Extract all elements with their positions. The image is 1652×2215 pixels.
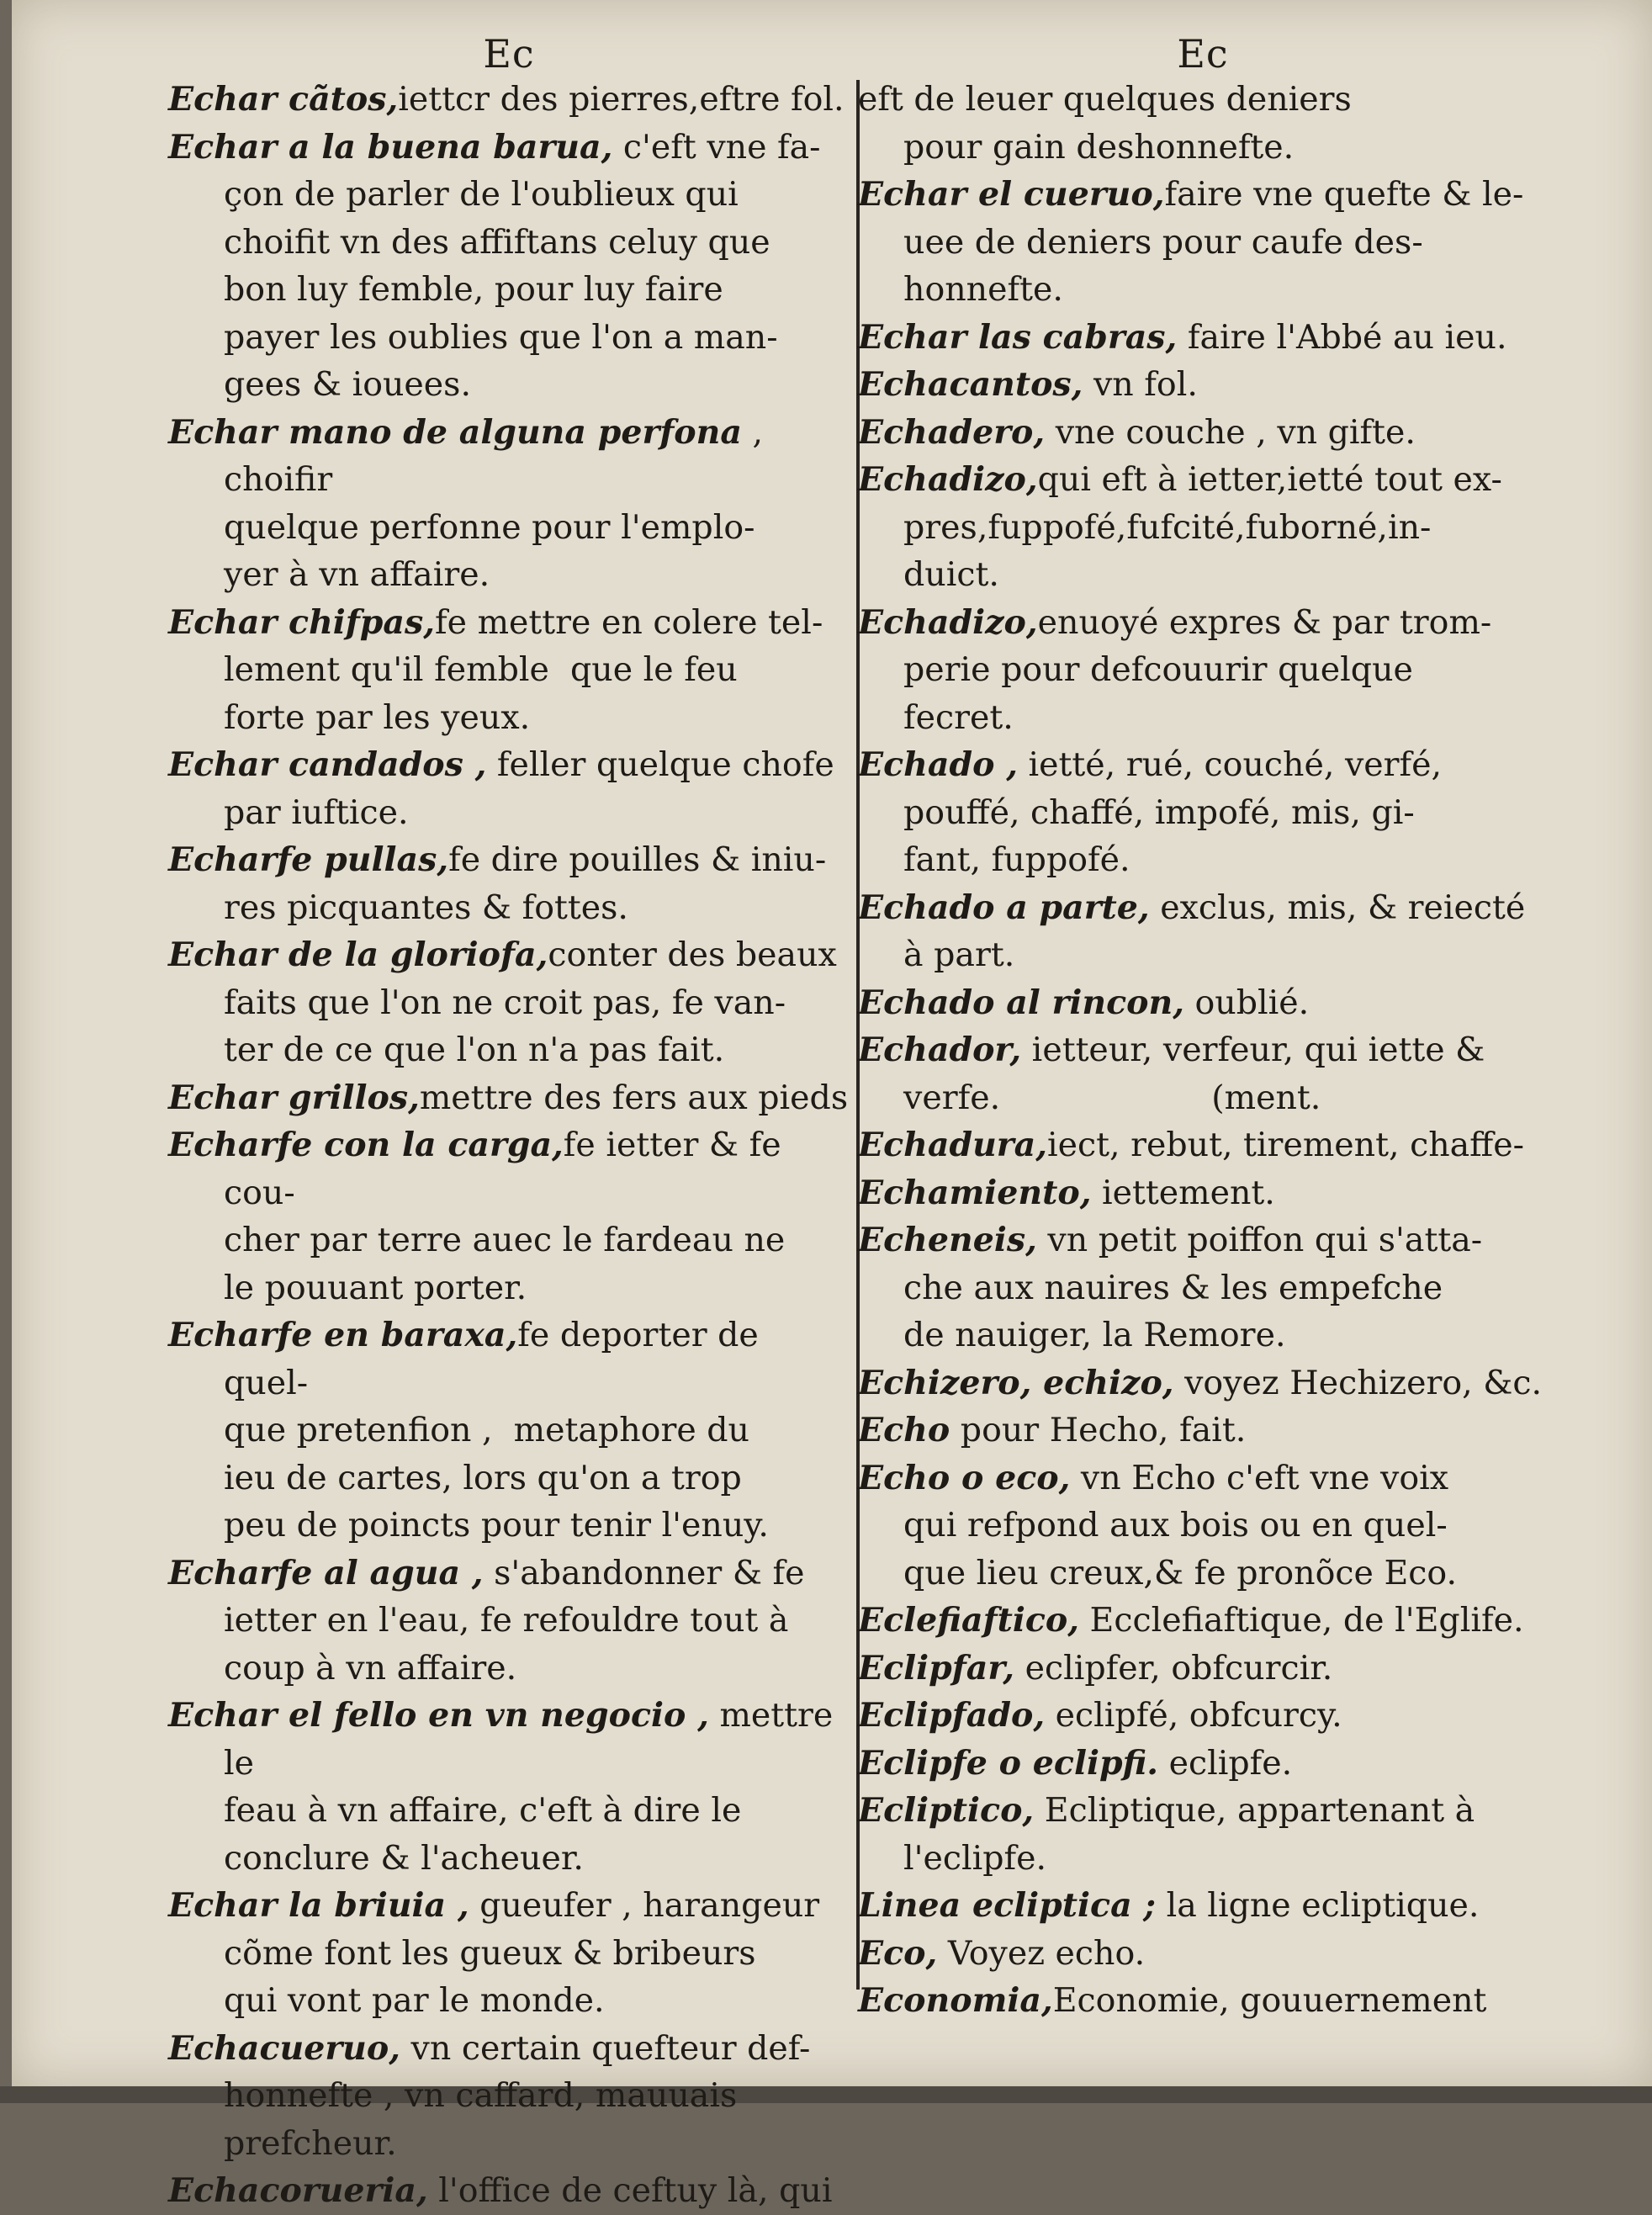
- entry-definition-line: honnefte , vn caffard, mauuais: [224, 2076, 738, 2115]
- entry-headword: Echar de la gloriofa,: [168, 935, 548, 974]
- entry-definition-line: fecret.: [903, 697, 1014, 737]
- entry-definition-line: fant, fuppofé.: [903, 840, 1130, 879]
- entry-headword: Echar el cueruo,: [858, 175, 1165, 214]
- entry-headword: Echacantos,: [858, 365, 1083, 404]
- dictionary-entry: [858, 1026, 1548, 1121]
- dictionary-entry: [858, 979, 1548, 1027]
- dictionary-entry: [858, 1216, 1548, 1359]
- dictionary-entry: [168, 599, 850, 742]
- entry-headword: Echar a la buena barua,: [168, 127, 613, 167]
- entry-definition-line: conclure & l'acheuer.: [224, 1838, 584, 1878]
- entry-headword: Echeneis,: [858, 1221, 1037, 1259]
- entry-headword: Echar la briuia ,: [168, 1886, 469, 1925]
- dictionary-entry: [168, 1550, 850, 1693]
- entry-headword: Linea ecliptica ;: [858, 1886, 1157, 1925]
- entry-definition-line: vn Echo c'eft vne voix: [1070, 1458, 1449, 1497]
- entry-definition-line: enuoyé expres & par trom-: [1037, 602, 1492, 642]
- entry-definition-line: ietter en l'eau, fe refouldre tout à: [224, 1601, 789, 1640]
- entry-definition-line: feller quelque chofe: [486, 745, 834, 784]
- entry-headword: Echarfe en baraxa,: [168, 1316, 518, 1354]
- dictionary-entry: [168, 1074, 850, 1122]
- entry-definition-line: feau à vn affaire, c'eft à dire le: [224, 1791, 742, 1830]
- entry-headword: Echadizo,: [858, 602, 1038, 642]
- dictionary-entry: [858, 741, 1548, 884]
- entry-definition-line: peu de poincts pour tenir l'enuy.: [224, 1506, 769, 1545]
- entry-definition-line: oublié.: [1183, 983, 1310, 1022]
- dictionary-entry: [858, 171, 1548, 314]
- entry-definition-line: ieu de cartes, lors qu'on a trop: [224, 1458, 742, 1497]
- entry-headword: Echar las cabras,: [858, 317, 1178, 357]
- entry-headword: Echar candados ,: [168, 745, 487, 784]
- entry-definition-line: que pretenfion , metaphore du: [224, 1411, 749, 1449]
- entry-definition-line: iettcr des pierres,eftre fol.: [398, 80, 845, 119]
- entry-definition-line: lement qu'il femble que le feu: [224, 650, 738, 689]
- entry-headword: Echado al rincon,: [858, 983, 1184, 1022]
- entry-headword: Echo o eco,: [858, 1458, 1071, 1497]
- left-column: [168, 32, 850, 2215]
- entry-headword: Echar cãtos,: [168, 80, 399, 119]
- entry-definition-line: Voyez echo.: [937, 1933, 1146, 1973]
- entry-headword: Echadero,: [858, 412, 1046, 452]
- entry-definition-line: fe dire pouilles & iniu-: [448, 840, 827, 879]
- entry-definition-line: che aux nauires & les empefche: [903, 1268, 1443, 1307]
- entry-headword: Eclipfar,: [858, 1648, 1015, 1688]
- entry-headword: Eclipfe o eclipfi.: [858, 1743, 1159, 1783]
- entry-headword: Echado a parte,: [858, 888, 1150, 927]
- entry-definition-line: la ligne ecliptique.: [1156, 1886, 1480, 1925]
- entry-definition-line: Ecclefiaftique, de l'Eglife.: [1079, 1601, 1524, 1640]
- entry-definition-line: choifit vn des affiftans celuy que: [224, 222, 770, 262]
- entry-definition-line: ter de ce que l'on n'a pas fait.: [224, 1031, 725, 1069]
- dictionary-entry: [858, 1787, 1548, 1882]
- entry-definition-line: vn petit poiffon qui s'atta-: [1036, 1221, 1483, 1259]
- right-running-header: Ec: [1177, 31, 1229, 77]
- dictionary-entry: [858, 1645, 1548, 1693]
- entry-definition-line: faire vne quefte & le-: [1164, 175, 1524, 214]
- dictionary-entry: [858, 456, 1548, 599]
- dictionary-entry: [858, 409, 1548, 457]
- dictionary-entry: [858, 884, 1548, 979]
- dictionary-entry: [168, 931, 850, 1074]
- entry-definition-line: pour gain deshonnefte.: [903, 127, 1295, 167]
- entry-definition-line: pour Hecho, fait.: [950, 1411, 1247, 1449]
- dictionary-entry: [858, 1882, 1548, 1930]
- entry-definition-line: coup à vn affaire.: [224, 1648, 517, 1688]
- entry-definition-line: eclipfe.: [1158, 1743, 1293, 1783]
- dictionary-entry: [858, 1455, 1548, 1598]
- entry-headword: Echarfe al agua ,: [168, 1553, 484, 1592]
- entry-headword: Echarfe pullas,: [168, 840, 449, 879]
- left-running-header: Ec: [483, 31, 535, 77]
- entry-definition-line: iect, rebut, tirement, chaffe-: [1046, 1126, 1524, 1164]
- right-column: [858, 32, 1548, 2025]
- entry-definition-line: à part.: [903, 935, 1015, 974]
- entry-definition-line: , choifir: [224, 412, 774, 499]
- entry-definition-line: cher par terre auec le fardeau ne: [224, 1221, 786, 1259]
- dictionary-entry: [858, 76, 1548, 171]
- entry-definition-line: s'abandonner & fe: [483, 1553, 805, 1592]
- entry-definition-line: pouffé, chaffé, impofé, mis, gi-: [903, 792, 1415, 832]
- entry-definition-line: voyez Hechizero, &c.: [1173, 1363, 1543, 1402]
- dictionary-entry: [168, 2025, 850, 2168]
- entry-headword: Echador,: [858, 1031, 1022, 1069]
- dictionary-entry: [168, 124, 850, 409]
- entry-definition-line: gueufer , harangeur: [469, 1886, 820, 1925]
- entry-definition-line: bon luy femble, pour luy faire: [224, 270, 723, 309]
- dictionary-entry: [168, 836, 850, 931]
- entry-definition-line: Ecliptique, appartenant à: [1034, 1791, 1475, 1830]
- entry-definition-line: cõme font les gueux & bribeurs: [224, 1933, 756, 1973]
- entry-definition-line: honnefte.: [903, 270, 1063, 309]
- entry-definition-line: quelque perfonne pour l'emplo-: [224, 507, 755, 547]
- left-entry-list: [168, 76, 850, 2215]
- entry-definition-line: de nauiger, la Remore.: [903, 1316, 1286, 1354]
- entry-definition-line: eclipfer, obfcurcir.: [1014, 1648, 1333, 1688]
- entry-definition-line: forte par les yeux.: [224, 697, 531, 737]
- entry-definition-line: mettre des fers aux pieds: [419, 1078, 849, 1117]
- entry-definition-line: qui refpond aux bois ou en quel-: [903, 1506, 1448, 1545]
- entry-definition-line: fe mettre en colere tel-: [435, 602, 823, 642]
- entry-headword: Echar mano de alguna perfona: [168, 412, 742, 452]
- entry-definition-line: perie pour defcouurir quelque: [903, 650, 1413, 689]
- entry-definition-line: ietteur, verfeur, qui iette &: [1021, 1031, 1485, 1069]
- entry-definition-line: exclus, mis, & reiecté: [1149, 888, 1526, 927]
- entry-definition-line: gees & iouees.: [224, 365, 472, 404]
- entry-headword: Echadura,: [858, 1126, 1047, 1164]
- dictionary-entry: [168, 2167, 850, 2215]
- dictionary-entry: [858, 1121, 1548, 1169]
- entry-definition-line: le pouuant porter.: [224, 1268, 527, 1307]
- dictionary-entry: [858, 1597, 1548, 1645]
- entry-definition-line: payer les oublies que l'on a man-: [224, 317, 778, 357]
- entry-definition-line: eft de leuer quelques deniers: [858, 80, 1352, 119]
- entry-headword: Echado ,: [858, 745, 1018, 784]
- dictionary-entry: [168, 1312, 850, 1550]
- entry-definition-line: Economie, gouuernement: [1052, 1981, 1487, 2020]
- entry-headword: Eclipfado,: [858, 1696, 1046, 1735]
- entry-definition-line: iettement.: [1091, 1173, 1275, 1212]
- entry-headword: Eclefiaftico,: [858, 1601, 1079, 1640]
- entry-headword: Echar grillos,: [168, 1078, 420, 1117]
- entry-definition-line: yer à vn affaire.: [224, 555, 490, 594]
- entry-definition-line: qui vont par le monde.: [224, 1981, 605, 2020]
- dictionary-entry: [858, 1977, 1548, 2025]
- entry-definition-line: faits que l'on ne croit pas, fe van-: [224, 983, 786, 1022]
- entry-headword: Echacueruo,: [168, 2028, 400, 2068]
- entry-headword: Echarfe con la carga,: [168, 1126, 564, 1164]
- entry-headword: Echar el fello en vn negocio ,: [168, 1696, 709, 1735]
- entry-definition-line: c'eft vne fa-: [612, 127, 821, 167]
- dictionary-entry: [858, 1407, 1548, 1455]
- dictionary-entry: [858, 599, 1548, 742]
- dictionary-entry: [168, 1882, 850, 2025]
- entry-definition-line: vne couche , vn gifte.: [1045, 412, 1416, 452]
- dictionary-entry: [858, 1692, 1548, 1740]
- dictionary-entry: [858, 1930, 1548, 1978]
- entry-definition-line: faire l'Abbé au ieu.: [1177, 317, 1507, 357]
- entry-definition-line: prefcheur.: [224, 2123, 397, 2163]
- entry-definition-line: ietté, rué, couché, verfé,: [1017, 745, 1443, 784]
- entry-definition-line: fe ietter & fe cou-: [224, 1126, 792, 1212]
- entry-definition-line: l'office de ceftuy là, qui: [427, 2171, 833, 2210]
- dictionary-entry: [168, 741, 850, 836]
- dictionary-entry: [858, 314, 1548, 362]
- entry-headword: Echadizo,: [858, 460, 1038, 499]
- dictionary-entry: [858, 1359, 1548, 1407]
- entry-headword: Ecliptico,: [858, 1791, 1035, 1830]
- entry-headword: Echo: [858, 1411, 950, 1449]
- entry-definition-line: vn certain quefteur def-: [400, 2028, 811, 2068]
- right-entry-list: [858, 76, 1548, 2025]
- dictionary-entry: [168, 76, 850, 124]
- entry-definition-line: uee de deniers pour caufe des-: [903, 222, 1423, 262]
- entry-definition-line: fe deporter de quel-: [224, 1316, 770, 1402]
- entry-definition-line: que lieu creux,& fe pronõce Eco.: [903, 1553, 1458, 1592]
- entry-definition-line: çon de parler de l'oublieux qui: [224, 175, 739, 214]
- entry-definition-line: l'eclipfe.: [903, 1838, 1047, 1878]
- entry-definition-line: par iuftice.: [224, 792, 409, 832]
- entry-headword: Eco,: [858, 1933, 938, 1973]
- entry-definition-line: duict.: [903, 555, 999, 594]
- dictionary-entry: [858, 1740, 1548, 1788]
- entry-definition-line: eclipfé, obfcurcy.: [1045, 1696, 1342, 1735]
- dictionary-entry: [858, 1169, 1548, 1217]
- entry-definition-line: pres,fuppofé,fufcité,fuborné,in-: [903, 507, 1432, 547]
- dictionary-entry: [858, 361, 1548, 409]
- dictionary-entry: [168, 409, 850, 599]
- entry-definition-line: res picquantes & fottes.: [224, 888, 628, 927]
- entry-definition-line: mettre le: [224, 1696, 844, 1783]
- entry-definition-line: conter des beaux: [548, 935, 837, 974]
- dictionary-entry: [168, 1121, 850, 1312]
- entry-definition-line: qui eft à ietter,ietté tout ex-: [1037, 460, 1502, 499]
- entry-headword: Echacorueria,: [168, 2171, 428, 2210]
- entry-headword: Echizero, echizo,: [858, 1363, 1174, 1402]
- entry-headword: Economia,: [858, 1981, 1053, 2020]
- dictionary-entry: [168, 1692, 850, 1882]
- entry-headword: Echar chifpas,: [168, 602, 436, 642]
- entry-definition-line: vn fol.: [1083, 365, 1198, 404]
- entry-headword: Echamiento,: [858, 1173, 1092, 1212]
- entry-definition-line: verfe. (ment.: [903, 1078, 1321, 1117]
